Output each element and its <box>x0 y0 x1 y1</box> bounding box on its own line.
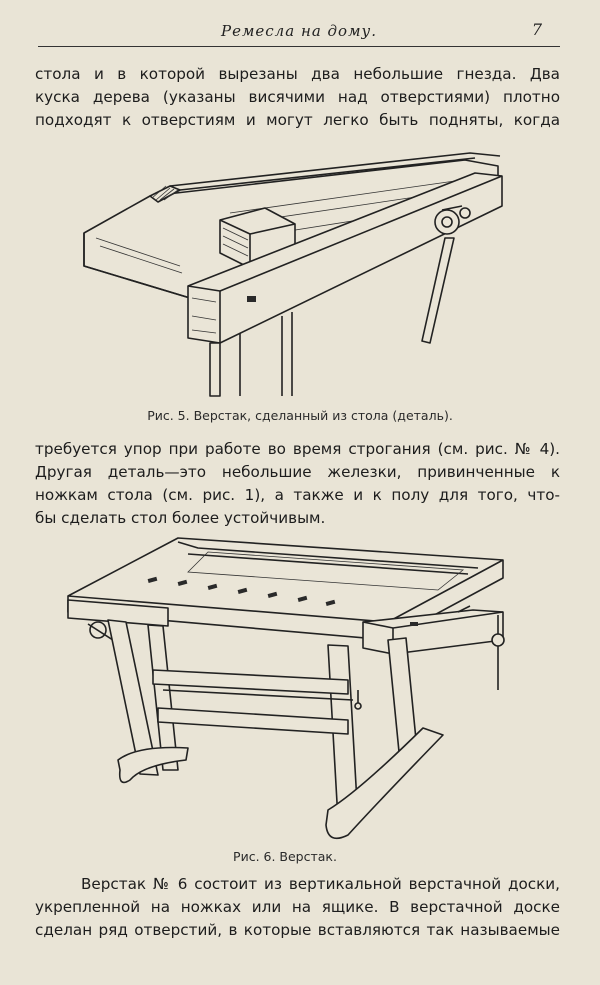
page-number: 7 <box>531 20 542 39</box>
text-line: сделан ряд отверстий, в которые вставляются так называемые <box>35 921 560 939</box>
paragraph-1 <box>35 63 560 132</box>
figure-6-caption: Рис. 6. Верстак. <box>233 849 337 864</box>
figure-5-illustration <box>70 138 530 403</box>
text-line: укрепленной на ножках или на ящике. В верстачной доске <box>35 898 560 916</box>
paragraph-2 <box>35 438 560 530</box>
paragraph-3 <box>35 873 560 942</box>
running-header <box>38 18 560 47</box>
figure-6-illustration <box>58 530 528 848</box>
figure-5-caption: Рис. 5. Верстак, сделанный из стола (деталь). <box>147 408 453 423</box>
text-line: стола и в которой вырезаны два небольшие гнезда. Два <box>35 65 560 83</box>
text-line: куска дерева (указаны висячими над отверстиями) плотно <box>35 88 560 106</box>
running-title: Ремесла на дому. <box>221 22 377 40</box>
text-line: Верстак № 6 состоит из вертикальной верстачной доски, <box>81 875 560 893</box>
text-line: требуется упор при работе во время строгания (см. рис. № 4). <box>35 440 560 458</box>
text-line: подходят к отверстиям и могут легко быть подняты, когда <box>35 111 560 129</box>
text-line: ножкам стола (см. рис. 1), а также и к полу для того, что- <box>35 486 560 504</box>
text-line: Другая деталь—это небольшие железки, привинченные к <box>35 463 560 481</box>
text-line: бы сделать стол более устойчивым. <box>35 509 326 527</box>
